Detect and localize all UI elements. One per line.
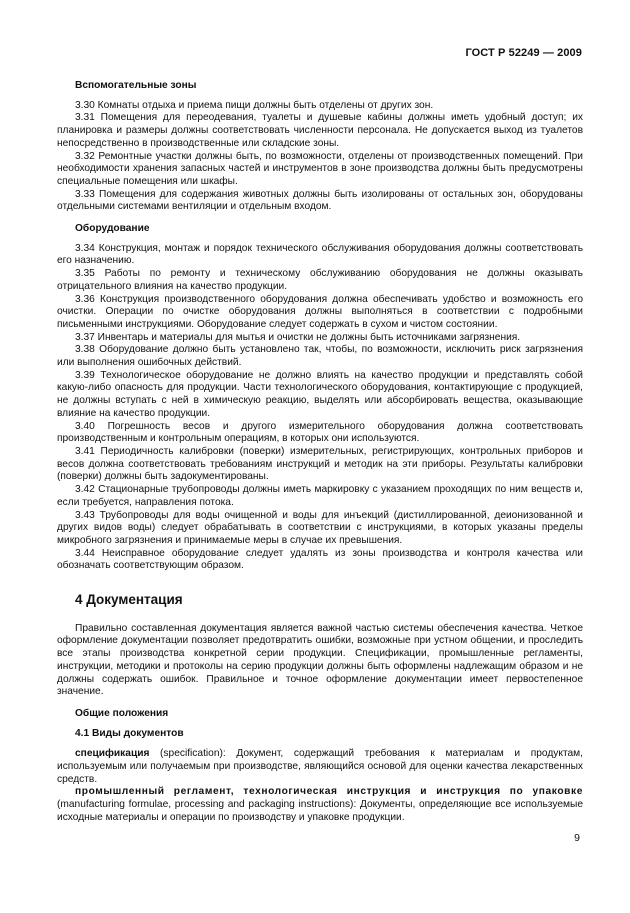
definition-specification [57,748,583,786]
paragraph-3-31: 3.31 Помещения для переодевания, туалеты и душевые кабины должны иметь удобный доступ; их планировка и размеры должны соответствовать численности персонала. Не допускается выход из туалетов непосредственно в производственные или складские зоны. [57,112,583,149]
subheading-equipment: Оборудование [75,223,150,235]
paragraph-3-33: 3.33 Помещения для содержания животных должны быть изолированы от остальных зон, оборудованы отдельными системами вентиляции и отдельным входом. [57,188,583,213]
term-manufacturing: промышленный регламент, технологическая инструкция и инструкция по упаковке [75,786,583,798]
paragraph-3-35: 3.35 Работы по ремонту и техническому обслуживанию оборудования не должны оказывать отрицательного влияния на качество продукции. [57,268,583,292]
paragraph-3-38: 3.38 Оборудование должно быть установлено так, чтобы, по возможности, исключить риск загрязнения или выполнения ошибочных действий. [57,344,583,369]
subheading-general: Общие положения [75,707,169,719]
paragraph-3-34: 3.34 Конструкция, монтаж и порядок технического обслуживания оборудования должны соответствовать его назначению. [57,242,583,267]
paragraph-3-30: 3.30 Комнаты отдыха и приема пищи должны быть отделены от других зон. [75,99,434,111]
paragraph-3-41: 3.41 Периодичность калибровки (поверки) измерительных, регистрирующих, контрольных приборов и весов должна соответствовать требованиям инструкций и методик на эти приборы. Результаты калибровки (поверки) должны быть задокументированы. [57,445,583,483]
paragraph-3-36: 3.36 Конструкция производственного оборудования должна обеспечивать удобство и возможность его очистки. Операции по очистке оборудования должны выполняться в соответствии с подробными письменными инструкциями. Оборудование следует содержать в сухом и чистом состоянии. [57,293,583,330]
paragraph-3-43: 3.43 Трубопроводы для воды очищенной и воды для инъекций (дистиллированной, деионизованной и других видов воды) следует обрабатывать в соответствии с инструкциями, в которых указаны пределы микробного загрязнения и принимаемые меры в случае их превышения. [57,509,583,546]
section-heading-documentation: 4 Документация [75,592,183,608]
paragraph-3-42: 3.42 Стационарные трубопроводы должны иметь маркировку с указанием проходящих по ним веществ и, если требуется, направления потока. [57,484,583,508]
paragraph-3-40: 3.40 Погрешность весов и другого измерительного оборудования должна соответствовать производственным и контрольным операциям, в которых они используются. [57,420,583,445]
paragraph-3-44: 3.44 Неисправное оборудование следует удалять из зоны производства и контроля качества или обозначать соответствующим образом. [57,547,583,572]
paragraph-3-39: 3.39 Технологическое оборудование не должно влиять на качество продукции и представлять собой какую-либо опасность для продукции. Части технологического оборудования, контактирующие с продукцией, не должны вступать с ней в химическую реакцию, выделять или абсорбировать вещества, оказывающие влияние на качество продукции. [57,369,583,419]
page-body [57,78,583,825]
subheading-auxiliary-zones: Вспомогательные зоны [75,80,197,91]
definition-specification-text: (specification): Документ, содержащий требования к материалам и продуктам, используемым или получаемым при производстве, являющийся основой для оценки качества лекарственных средств. [57,748,583,785]
paragraph-3-37: 3.37 Инвентарь и материалы для мытья и очистки не должны быть источниками загрязнения. [75,331,521,343]
subheading-4-1: 4.1 Виды документов [75,727,184,739]
paragraph-intro: Правильно составленная документация является важной частью системы обеспечения качества. Четкое оформление документации позволяет предотвратить ошибки, возможные при устном общении, и проследить все этапы производства конкретной серии продукции. Спецификации, промышленные регламенты, инструкции, методики и протоколы на серию продукции должны быть оформлены надлежащим образом и не должны содержать ошибок. Правильное и точное оформление документации имеет первостепенное значение. [57,622,583,698]
definition-manufacturing [57,786,583,824]
term-specification: спецификация [75,748,150,760]
definition-manufacturing-text: (manufacturing formulae, processing and packaging instructions): Документы, определяющие все используемые исходные материалы и операции по производству и упаковке продукции. [57,799,583,823]
standard-header: ГОСТ Р 52249 — 2009 [465,47,582,59]
page-number: 9 [574,832,580,844]
paragraph-3-32: 3.32 Ремонтные участки должны быть, по возможности, отделены от производственных помещений. При необходимости хранения запасных частей и инструментов в зоне производства должны быть предусмотрены специальные помещения или шкафы. [57,150,583,187]
